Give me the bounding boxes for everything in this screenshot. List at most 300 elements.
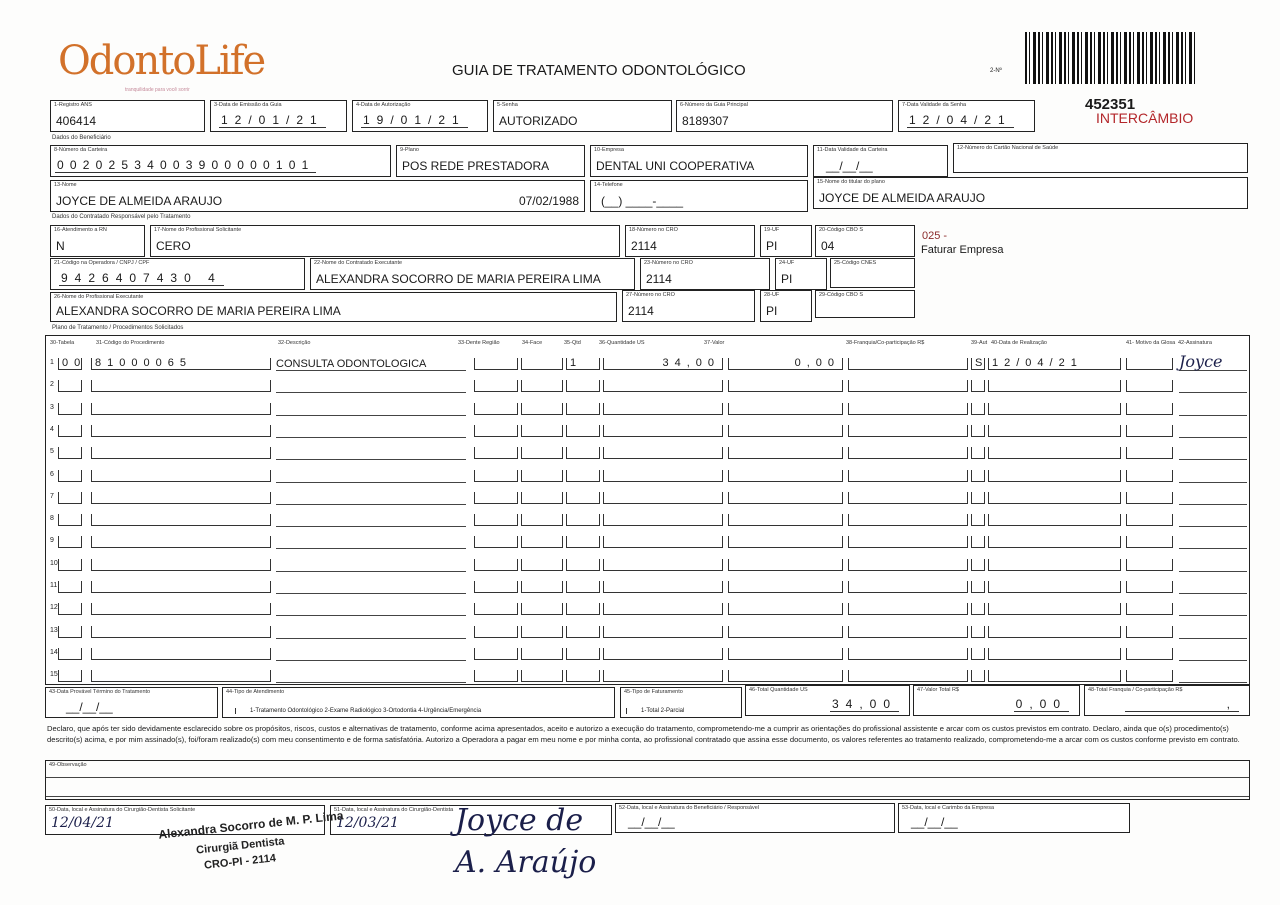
ans-registry-field[interactable] [50,100,205,132]
cell-dente[interactable] [474,380,518,392]
contracted-uf-field[interactable] [775,258,827,290]
cell-assinatura[interactable] [1179,486,1247,505]
cell-qtd[interactable] [566,603,600,615]
service-type-field[interactable] [222,687,615,718]
cro-number-field[interactable] [625,225,755,257]
executing-cro-field[interactable] [622,290,755,322]
table-row [46,488,1249,508]
row-number: 10 [50,559,58,567]
row-number: 5 [50,448,54,456]
cell-data[interactable] [988,492,1121,504]
cell-valor[interactable] [728,559,843,571]
cell-descricao[interactable]: CONSULTA ODONTOLOGICA [276,358,466,371]
operator-code-field[interactable] [50,258,305,290]
cell-face[interactable] [521,626,563,638]
cell-codigo[interactable]: 81000065 [91,358,271,370]
cell-valor[interactable] [728,581,843,593]
cell-tabela[interactable] [58,447,82,459]
cell-assinatura[interactable] [1179,553,1247,572]
cell-qtd[interactable] [566,514,600,526]
field-label: 6-Número da Guia Principal [680,102,748,108]
cell-codigo[interactable] [91,581,271,593]
field-label: 26-Nome do Profissional Executante [54,294,144,300]
cell-assinatura[interactable] [1179,397,1247,416]
cell-tabela[interactable] [58,492,82,504]
cell-descricao[interactable] [276,447,466,460]
billing-note-2: Faturar Empresa [921,244,1004,256]
cell-us[interactable]: 34,00 [603,358,723,370]
cell-dente[interactable] [474,581,518,593]
cell-dente[interactable] [474,536,518,548]
cell-assinatura[interactable] [1179,664,1247,683]
cell-aut[interactable] [971,603,985,615]
column-header: 40-Data de Realização [991,340,1047,346]
cell-franquia[interactable] [848,670,968,682]
cell-us[interactable] [603,648,723,660]
cell-franquia[interactable] [848,514,968,526]
cell-descricao[interactable] [276,403,466,416]
cell-qtd[interactable] [566,403,600,415]
field-label: 45-Tipo de Faturamento [624,689,683,695]
cell-tabela[interactable] [58,536,82,548]
cell-qtd[interactable] [566,559,600,571]
field-value: 12/01/21 [221,113,324,127]
cell-data[interactable] [988,403,1121,415]
row-number: 4 [50,425,54,433]
field-value: __/__/__ [66,700,113,714]
cell-motivo[interactable] [1126,626,1173,638]
cell-aut[interactable]: S [971,358,985,370]
field-value: JOYCE DE ALMEIDA ARAUJO [819,191,986,205]
cell-tabela[interactable] [58,514,82,526]
cell-assinatura[interactable] [1179,374,1247,393]
cell-franquia[interactable] [848,559,968,571]
cell-assinatura[interactable]: Joyce [1179,352,1247,371]
password-field[interactable] [493,100,672,132]
issue-date-field[interactable] [210,100,347,132]
logo-tagline: tranquilidade para você sorrir [125,87,190,93]
cell-dente[interactable] [474,559,518,571]
cell-face[interactable] [521,581,563,593]
cell-motivo[interactable] [1126,514,1173,526]
executing-cbo-field[interactable] [815,290,915,318]
cell-data[interactable] [988,425,1121,437]
cell-assinatura[interactable] [1179,530,1247,549]
field-label: 13-Nome [54,182,77,188]
cell-codigo[interactable] [91,670,271,682]
cell-valor[interactable] [728,648,843,660]
cell-franquia[interactable] [848,425,968,437]
cell-aut[interactable] [971,470,985,482]
field-value: 04 [821,239,835,253]
cell-qtd[interactable] [566,470,600,482]
field-value: __/__/__ [911,815,958,829]
beneficiary-signature-field[interactable] [615,803,895,833]
cell-face[interactable] [521,425,563,437]
cell-motivo[interactable] [1126,603,1173,615]
cell-assinatura[interactable] [1179,597,1247,616]
cell-us[interactable] [603,470,723,482]
cell-tabela[interactable] [58,581,82,593]
field-label: 48-Total Franquia / Co-participação R$ [1088,687,1183,693]
field-label: 10-Empresa [594,147,624,153]
national-health-card-field[interactable] [953,143,1248,173]
cell-valor[interactable] [728,403,843,415]
cell-us[interactable] [603,603,723,615]
executing-professional-field[interactable] [50,292,617,322]
cell-dente[interactable] [474,447,518,459]
cell-valor[interactable] [728,470,843,482]
table-row [46,466,1249,486]
field-label: 25-Código CNES [834,260,877,266]
cell-assinatura[interactable] [1179,464,1247,483]
cell-data[interactable]: 12/04/21 [988,358,1121,370]
cell-assinatura[interactable] [1179,441,1247,460]
total-us-field[interactable] [745,685,910,716]
field-label: 8-Número da Carteira [54,147,108,153]
cell-data[interactable] [988,559,1121,571]
cnes-field[interactable] [830,258,915,288]
field-label: 49-Observação [49,762,87,768]
cell-face[interactable] [521,492,563,504]
exchange-label: INTERCÂMBIO [1096,110,1194,126]
field-label: 12-Número do Cartão Nacional de Saúde [957,145,1059,151]
cell-aut[interactable] [971,648,985,660]
cell-data[interactable] [988,603,1121,615]
cell-face[interactable] [521,536,563,548]
cell-codigo[interactable] [91,648,271,660]
total-copay-field[interactable] [1084,685,1250,716]
field-label: 50-Data, local e Assinatura do Cirurgião-Dentista Solicitante [49,807,196,813]
cell-valor[interactable] [728,380,843,392]
guide-number-label: 2-Nº [990,68,1002,74]
executing-uf-field[interactable] [760,290,812,322]
cell-face[interactable] [521,358,563,370]
cell-tabela[interactable] [58,425,82,437]
cell-face[interactable] [521,380,563,392]
cell-dente[interactable] [474,603,518,615]
cell-descricao[interactable] [276,536,466,549]
cell-aut[interactable] [971,581,985,593]
cell-tabela[interactable] [58,470,82,482]
column-header: 30-Tabela [50,340,75,346]
cell-dente[interactable] [474,670,518,682]
cell-assinatura[interactable] [1179,620,1247,639]
field-value: 19/01/21 [363,113,466,127]
row-number: 2 [50,381,54,389]
cell-us[interactable] [603,403,723,415]
cell-franquia[interactable] [848,648,968,660]
cell-dente[interactable] [474,425,518,437]
cell-franquia[interactable] [848,536,968,548]
cell-tabela[interactable] [58,380,82,392]
name-field[interactable] [50,180,585,212]
field-label: 53-Data, local e Carimbo da Empresa [902,805,995,811]
field-value: __/__/__ [826,159,873,173]
field-value: 0,00 [1015,697,1067,711]
cell-codigo[interactable] [91,514,271,526]
cell-aut[interactable] [971,514,985,526]
contracted-name-field[interactable] [310,258,635,290]
cell-valor[interactable] [728,670,843,682]
company-stamp-field[interactable] [898,803,1130,833]
phone-field[interactable] [590,180,808,212]
contracted-cro-field[interactable] [640,258,770,290]
cell-motivo[interactable] [1126,536,1173,548]
field-value: 1-Tratamento Odontológico 2-Exame Radiológico 3-Ortodontia 4-Urgência/Emergência [235,708,481,714]
cell-descricao[interactable] [276,559,466,572]
cell-descricao[interactable] [276,514,466,527]
cell-assinatura[interactable] [1179,575,1247,594]
cell-dente[interactable] [474,358,518,370]
cell-codigo[interactable] [91,380,271,392]
billing-type-field[interactable] [620,687,742,718]
company-field[interactable] [590,145,808,177]
cell-motivo[interactable] [1126,470,1173,482]
cell-motivo[interactable] [1126,559,1173,571]
cell-aut[interactable] [971,380,985,392]
cell-codigo[interactable] [91,425,271,437]
cell-descricao[interactable] [276,603,466,616]
field-label: 43-Data Provável Término do Tratamento [49,689,151,695]
cell-motivo[interactable] [1126,425,1173,437]
cell-qtd[interactable] [566,626,600,638]
birth-date: 07/02/1988 [518,194,579,208]
row-number: 7 [50,492,54,500]
cell-us[interactable] [603,536,723,548]
cell-us[interactable] [603,425,723,437]
cell-us[interactable] [603,670,723,682]
cell-data[interactable] [988,536,1121,548]
requesting-professional-field[interactable] [150,225,620,257]
cell-face[interactable] [521,514,563,526]
cell-motivo[interactable] [1126,581,1173,593]
cell-qtd[interactable] [566,447,600,459]
cell-codigo[interactable] [91,492,271,504]
cell-descricao[interactable] [276,626,466,639]
cell-descricao[interactable] [276,581,466,594]
password-validity-field[interactable] [898,100,1035,132]
cell-valor[interactable] [728,492,843,504]
cell-face[interactable] [521,559,563,571]
cell-qtd[interactable] [566,670,600,682]
cell-tabela[interactable] [58,626,82,638]
cell-dente[interactable] [474,514,518,526]
field-label: 17-Nome do Profissional Solicitante [154,227,242,233]
cell-face[interactable] [521,470,563,482]
field-label: 44-Tipo de Atendimento [226,689,285,695]
cell-qtd[interactable] [566,380,600,392]
newborn-field[interactable] [50,225,145,257]
field-value: 2114 [646,272,672,286]
cell-data[interactable] [988,626,1121,638]
cell-us[interactable] [603,626,723,638]
cell-descricao[interactable] [276,492,466,505]
column-header: 31-Código do Procedimento [96,340,165,346]
cell-data[interactable] [988,380,1121,392]
field-value: 00202534003900000101 [57,158,315,172]
column-header: 41- Motivo da Glosa [1126,340,1176,346]
card-validity-field[interactable] [813,145,948,177]
cell-franquia[interactable] [848,581,968,593]
field-value: ALEXANDRA SOCORRO DE MARIA PEREIRA LIMA [316,272,601,286]
field-label: 4-Data de Autorização [356,102,411,108]
cell-face[interactable] [521,648,563,660]
observation-field[interactable] [45,760,1250,800]
cell-franquia[interactable] [848,492,968,504]
cell-us[interactable] [603,492,723,504]
cell-data[interactable] [988,670,1121,682]
cell-face[interactable] [521,603,563,615]
cell-motivo[interactable] [1126,403,1173,415]
cell-tabela[interactable] [58,403,82,415]
expected-end-date-field[interactable] [45,687,218,718]
cell-codigo[interactable] [91,559,271,571]
cell-dente[interactable] [474,648,518,660]
cell-codigo[interactable] [91,603,271,615]
cell-data[interactable] [988,470,1121,482]
cell-assinatura[interactable] [1179,642,1247,661]
main-guide-number-field[interactable] [676,100,893,132]
cell-descricao[interactable] [276,648,466,661]
cell-valor[interactable] [728,447,843,459]
cell-aut[interactable] [971,559,985,571]
cell-valor[interactable] [728,603,843,615]
uf-field[interactable] [760,225,812,257]
cell-qtd[interactable] [566,492,600,504]
cell-aut[interactable] [971,403,985,415]
cell-franquia[interactable] [848,603,968,615]
section-beneficiary: Dados do Beneficiário [52,135,111,141]
cell-dente[interactable] [474,403,518,415]
row-number: 8 [50,515,54,523]
cell-dente[interactable] [474,470,518,482]
cell-franquia[interactable] [848,626,968,638]
cell-data[interactable] [988,514,1121,526]
cell-data[interactable] [988,581,1121,593]
row-number: 14 [50,648,58,656]
field-value: 34,00 [831,697,897,711]
cell-us[interactable] [603,514,723,526]
cell-franquia[interactable] [848,380,968,392]
cell-us[interactable] [603,447,723,459]
cell-qtd[interactable] [566,425,600,437]
cell-descricao[interactable] [276,470,466,483]
field-value: N [56,239,65,253]
cell-motivo[interactable] [1126,492,1173,504]
authorization-date-field[interactable] [352,100,488,132]
cell-aut[interactable] [971,536,985,548]
cell-dente[interactable] [474,492,518,504]
cell-tabela[interactable] [58,603,82,615]
cell-aut[interactable] [971,492,985,504]
cell-qtd[interactable]: 1 [566,358,600,370]
cell-codigo[interactable] [91,447,271,459]
cell-codigo[interactable] [91,626,271,638]
table-row [46,354,1249,374]
cell-motivo[interactable] [1126,648,1173,660]
cell-franquia[interactable] [848,447,968,459]
cell-motivo[interactable] [1126,380,1173,392]
cell-aut[interactable] [971,425,985,437]
field-value: AUTORIZADO [499,114,578,128]
cell-tabela[interactable] [58,559,82,571]
cell-franquia[interactable] [848,403,968,415]
cell-data[interactable] [988,447,1121,459]
plan-field[interactable] [396,145,585,177]
cell-face[interactable] [521,670,563,682]
cell-aut[interactable] [971,447,985,459]
field-label: 52-Data, local e Assinatura do Beneficiário / Responsável [619,805,760,811]
cell-qtd[interactable] [566,581,600,593]
field-label: 23-Número no CRO [644,260,693,266]
cell-codigo[interactable] [91,470,271,482]
column-header: 42-Assinatura [1178,340,1212,346]
field-value: 9426407430 4 [61,271,222,285]
cell-data[interactable] [988,648,1121,660]
cell-codigo[interactable] [91,536,271,548]
cell-aut[interactable] [971,670,985,682]
card-number-field[interactable] [50,145,391,177]
cell-valor[interactable] [728,514,843,526]
field-label: 9-Plano [400,147,419,153]
cell-face[interactable] [521,447,563,459]
cell-descricao[interactable] [276,670,466,683]
cell-assinatura[interactable] [1179,419,1247,438]
field-label: 47-Valor Total R$ [917,687,959,693]
cell-descricao[interactable] [276,425,466,438]
cell-valor[interactable] [728,425,843,437]
cell-codigo[interactable] [91,403,271,415]
cell-qtd[interactable] [566,536,600,548]
cell-motivo[interactable] [1126,447,1173,459]
cell-valor[interactable] [728,626,843,638]
cell-tabela[interactable] [58,648,82,660]
row-number: 3 [50,403,54,411]
field-label: 28-UF [764,292,780,298]
row-number: 1 [50,359,54,366]
cell-qtd[interactable] [566,648,600,660]
cell-us[interactable] [603,581,723,593]
cell-franquia[interactable] [848,358,968,370]
field-value: 12/04/21 [909,113,1012,127]
declaration-text: Declaro, que após ter sido devidamente esclarecido sobre os propósitos, riscos, custos e alternativas de tratamento, conforme acima apresentados, aceito e autorizo a execução do tratamento, comprometendo-me a cumprir as orientações do profissional assistente e arcar com os custos previstos em contrato. Declaro, ainda que o(s) procedimento(s) descrito(s) acima, e por mim assinado(s), foi/foram realizado(s) com meu consentimento e de forma satisfatória. Autorizo a Operadora a pagar em meu nome e por minha conta, ao profissional contratado que assina esse documento, os valores referentes ao tratamento realizado, comprometendo-me a arcar com os custos conforme previsto em contrato. [47,724,1240,744]
column-header: 36-Quantidade US [599,340,645,346]
cell-valor[interactable] [728,536,843,548]
cell-face[interactable] [521,403,563,415]
column-header: 32-Descrição [278,340,311,346]
cell-valor[interactable]: 0,00 [728,358,843,370]
holder-name-field[interactable] [813,177,1248,209]
cell-descricao[interactable] [276,380,466,393]
field-label: 24-UF [779,260,795,266]
cell-assinatura[interactable] [1179,508,1247,527]
cell-us[interactable] [603,380,723,392]
cell-motivo[interactable] [1126,358,1173,370]
cell-motivo[interactable] [1126,670,1173,682]
field-value: ALEXANDRA SOCORRO DE MARIA PEREIRA LIMA [56,304,341,318]
cell-tabela[interactable] [58,670,82,682]
cbo-field[interactable] [815,225,915,257]
cell-us[interactable] [603,559,723,571]
cell-aut[interactable] [971,626,985,638]
cell-franquia[interactable] [848,470,968,482]
cell-dente[interactable] [474,626,518,638]
total-value-field[interactable] [913,685,1080,716]
cell-tabela[interactable]: 00 [58,358,82,370]
stamp-line-2: Cirurgiã Dentista [195,835,286,857]
field-label: 29-Código CBO S [819,292,864,298]
